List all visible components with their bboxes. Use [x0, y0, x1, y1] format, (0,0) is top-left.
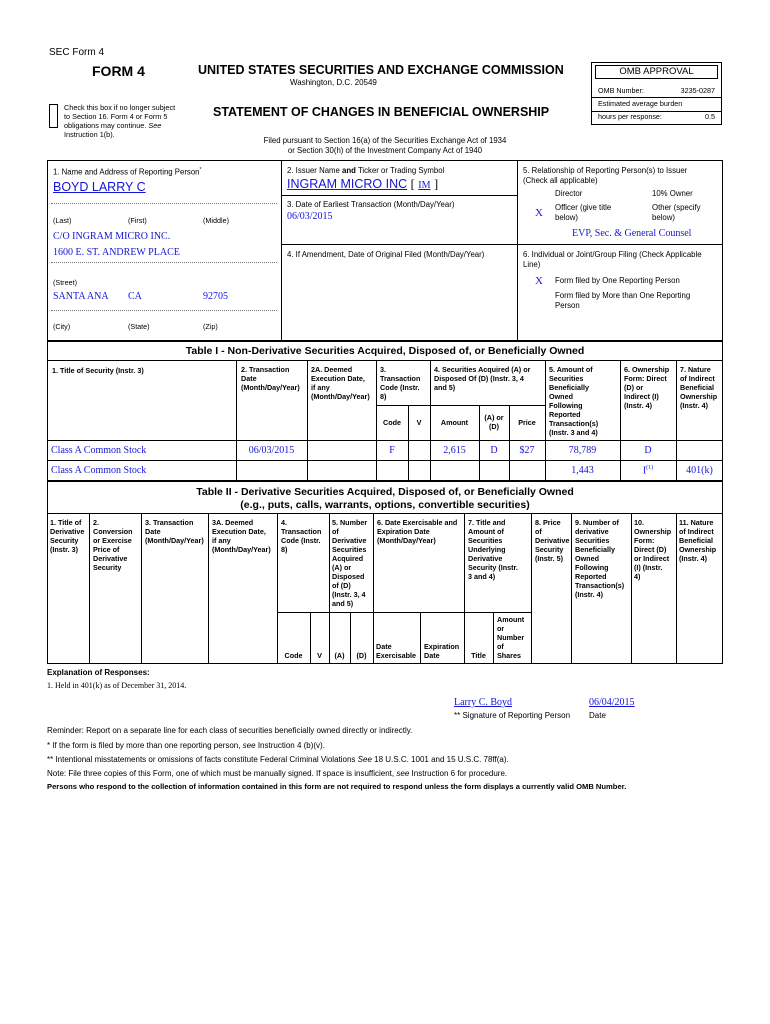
filed-pursuant: Filed pursuant to Section 16(a) of the Securities Exchange Act of 1934 or Section 30(h) of the Investment Company Act of 1940	[263, 136, 507, 155]
zip-label: (Zip)	[203, 322, 218, 331]
first-label: (First)	[128, 216, 147, 225]
t2-sub-code: Code	[284, 651, 303, 660]
t1-sub-v: V	[416, 418, 422, 427]
t1-row1-price: $27	[519, 445, 535, 456]
t2-h10: 10. Ownership Form: Direct (D) or Indirect (I) (Instr. 4)	[634, 518, 672, 581]
t1-row1-amount: 2,615	[443, 445, 466, 456]
signature-label: ** Signature of Reporting Person	[454, 711, 571, 720]
signature-name: Larry C. Boyd	[454, 697, 513, 708]
footer-reminder: Reminder: Report on a separate line for each class of securities beneficially owned directly or indirectly.	[47, 726, 413, 735]
t2-sub-amount: Amount or Number of Shares	[497, 615, 525, 660]
signature-date: 06/04/2015	[589, 697, 635, 708]
t2-sub-title: Title	[471, 651, 486, 660]
issuer-ticker-link[interactable]: IM	[418, 180, 431, 191]
t2-h7: 7. Title and Amount of Securities Underlying Derivative Security (Instr. 3 and 4)	[468, 518, 518, 581]
issuer-label: 2. Issuer Name and Ticker or Trading Symbol	[287, 166, 445, 175]
t1-sub-ad: (A) or (D)	[484, 413, 504, 431]
t2-sub-d: (D)	[356, 651, 367, 660]
last-label: (Last)	[53, 216, 72, 225]
t1-row2-nature: 401(k)	[686, 465, 713, 476]
footer-note-double-star: ** Intentional misstatements or omissions of facts constitute Federal Criminal Violations See 18 U.S.C. 1001 and 15 U.S.C. 78ff(a).	[47, 755, 509, 764]
multi-person-option: Form filed by More than One Reporting Person	[555, 291, 691, 310]
t1-h1: 1. Title of Security (Instr. 3)	[52, 366, 144, 375]
statement-title: STATEMENT OF CHANGES IN BENEFICIAL OWNERSHIP	[213, 105, 550, 119]
t1-h6: 6. Ownership Form: Direct (D) or Indirect (I) (Instr. 4)	[624, 365, 670, 410]
t1-row1-owned: 78,789	[568, 445, 597, 456]
officer-check-mark: X	[535, 207, 543, 219]
zip-value: 92705	[203, 291, 228, 302]
state-label: (State)	[128, 322, 150, 331]
omb-number-label: OMB Number:	[598, 86, 644, 95]
street-label: (Street)	[53, 278, 77, 287]
officer-option: Officer (give title below)	[555, 203, 612, 222]
address-line-2: 1600 E. ST. ANDREW PLACE	[53, 247, 180, 258]
t1-h2a: 2A. Deemed Execution Date, if any (Month/Day/Year)	[311, 365, 370, 401]
t2-h4: 4. Transaction Code (Instr. 8)	[281, 518, 322, 554]
t2-h9: 9. Number of derivative Securities Beneficially Owned Following Reported Transaction(s) (Instr. 4)	[575, 518, 625, 599]
state-value: CA	[128, 291, 142, 302]
t1-row1-date: 06/03/2015	[248, 445, 295, 456]
t1-row2-owned: 1,443	[571, 465, 594, 476]
footer-note-file: Note: File three copies of this Form, one of which must be manually signed. If space is insufficient, see Instruction 6 for procedure.	[47, 769, 508, 778]
checkbox-instructions: Check this box if no longer subject to Section 16. Form 4 or Form 5 obligations may continue. See Instruction 1(b).	[64, 103, 176, 139]
t2-h3a: 3A. Deemed Execution Date, if any (Month/Day/Year)	[212, 518, 271, 554]
omb-approval-box	[591, 62, 722, 125]
t2-sub-exp: Expiration Date	[424, 642, 460, 660]
t1-h4: 4. Securities Acquired (A) or Disposed Of (D) (Instr. 3, 4 and 5)	[434, 365, 531, 392]
t1-h2: 2. Transaction Date (Month/Day/Year)	[241, 365, 300, 392]
t2-h2: 2. Conversion or Exercise Price of Derivative Security	[93, 518, 133, 572]
t1-h5: 5. Amount of Securities Beneficially Owned Following Reported Transaction(s) (Instr. 3 and 4)	[549, 365, 599, 437]
t2-h5: 5. Number of Derivative Securities Acquired (A) or Disposed of (D) (Instr. 3, 4 and 5)	[332, 518, 368, 608]
one-person-option: Form filed by One Reporting Person	[555, 276, 680, 285]
t1-sub-price: Price	[518, 418, 536, 427]
explanation-label: Explanation of Responses:	[47, 668, 150, 677]
amendment-label: 4. If Amendment, Date of Original Filed (Month/Day/Year)	[287, 250, 485, 259]
omb-number-value: 3235-0287	[680, 86, 715, 95]
omb-hours-value: 0.5	[705, 112, 715, 121]
t2-h3: 3. Transaction Date (Month/Day/Year)	[145, 518, 204, 545]
city-label: (City)	[53, 322, 71, 331]
t2-h6: 6. Date Exercisable and Expiration Date (Month/Day/Year)	[377, 518, 458, 545]
address-line-1: C/O INGRAM MICRO INC.	[53, 231, 171, 242]
ten-pct-owner-option: 10% Owner	[652, 189, 693, 198]
t1-h7: 7. Nature of Indirect Beneficial Ownership (Instr. 4)	[680, 365, 718, 410]
omb-title: OMB APPROVAL	[595, 65, 718, 79]
t1-row1-ad: D	[490, 445, 498, 456]
footer-note-star: * If the form is filed by more than one reporting person, see Instruction 4 (b)(v).	[47, 741, 325, 750]
footer-persons-notice: Persons who respond to the collection of information contained in this form are not required to respond unless the form displays a currently valid OMB Number.	[47, 782, 627, 791]
relationship-label: 5. Relationship of Reporting Person(s) to Issuer (Check all applicable)	[523, 166, 688, 185]
city-value: SANTA ANA	[53, 291, 109, 302]
explanation-note-1: 1. Held in 401(k) as of December 31, 2014.	[47, 681, 187, 690]
earliest-transaction-date: 06/03/2015	[287, 211, 333, 222]
t1-row1-code: F	[389, 445, 395, 456]
earliest-transaction-label: 3. Date of Earliest Transaction (Month/Day/Year)	[287, 200, 455, 209]
table-1-title: Table I - Non-Derivative Securities Acquired, Disposed of, or Beneficially Owned	[185, 345, 585, 357]
one-person-check-mark: X	[535, 275, 543, 287]
t2-sub-date-ex: Date Exercisable	[376, 642, 416, 660]
filing-type-label: 6. Individual or Joint/Group Filing (Check Applicable Line)	[523, 250, 702, 269]
agency-city: Washington, D.C. 20549	[290, 78, 377, 87]
t1-row2-form: $I^{(1)}$	[642, 465, 654, 477]
agency-title: UNITED STATES SECURITIES AND EXCHANGE COMMISSION	[198, 63, 564, 77]
t1-h3: 3. Transaction Code (Instr. 8)	[380, 365, 421, 401]
officer-title-value: EVP, Sec. & General Counsel	[572, 228, 692, 239]
middle-label: (Middle)	[203, 216, 229, 225]
t2-sub-a: (A)	[334, 651, 345, 660]
issuer-name-line: INGRAM MICRO INC [ IM ]	[287, 177, 439, 191]
sec-form-label: SEC Form 4	[49, 47, 105, 58]
t1-row1-form: D	[644, 445, 652, 456]
no-longer-subject-checkbox[interactable]	[49, 104, 58, 128]
t2-sub-v: V	[317, 651, 322, 660]
form-title: FORM 4	[92, 63, 145, 79]
t2-h8: 8. Price of Derivative Security (Instr. 5)	[535, 518, 570, 563]
t1-row1-title: Class A Common Stock	[51, 445, 147, 456]
t2-h11: 11. Nature of Indirect Beneficial Ownership (Instr. 4)	[679, 518, 717, 563]
signature-date-label: Date	[589, 711, 606, 720]
t2-h1: 1. Title of Derivative Security (Instr. 3)	[50, 518, 85, 554]
t1-row2-title: Class A Common Stock	[51, 465, 147, 476]
omb-hours-label: hours per response:	[598, 112, 662, 121]
omb-burden-label: Estimated average burden	[598, 99, 683, 108]
t1-sub-amount: Amount	[440, 418, 469, 427]
t1-sub-code: Code	[383, 418, 401, 427]
issuer-name-link[interactable]: INGRAM MICRO INC	[287, 177, 408, 191]
other-option: Other (specify below)	[652, 203, 701, 222]
table-2-title: Table II - Derivative Securities Acquired, Disposed of, or Beneficially Owned (e.g., puts, calls, warrants, options, convertible securities)	[196, 486, 574, 511]
reporting-person-name-link[interactable]: BOYD LARRY C	[53, 180, 146, 194]
director-option: Director	[555, 189, 583, 198]
reporting-person-label: 1. Name and Address of Reporting Person*	[53, 167, 202, 177]
